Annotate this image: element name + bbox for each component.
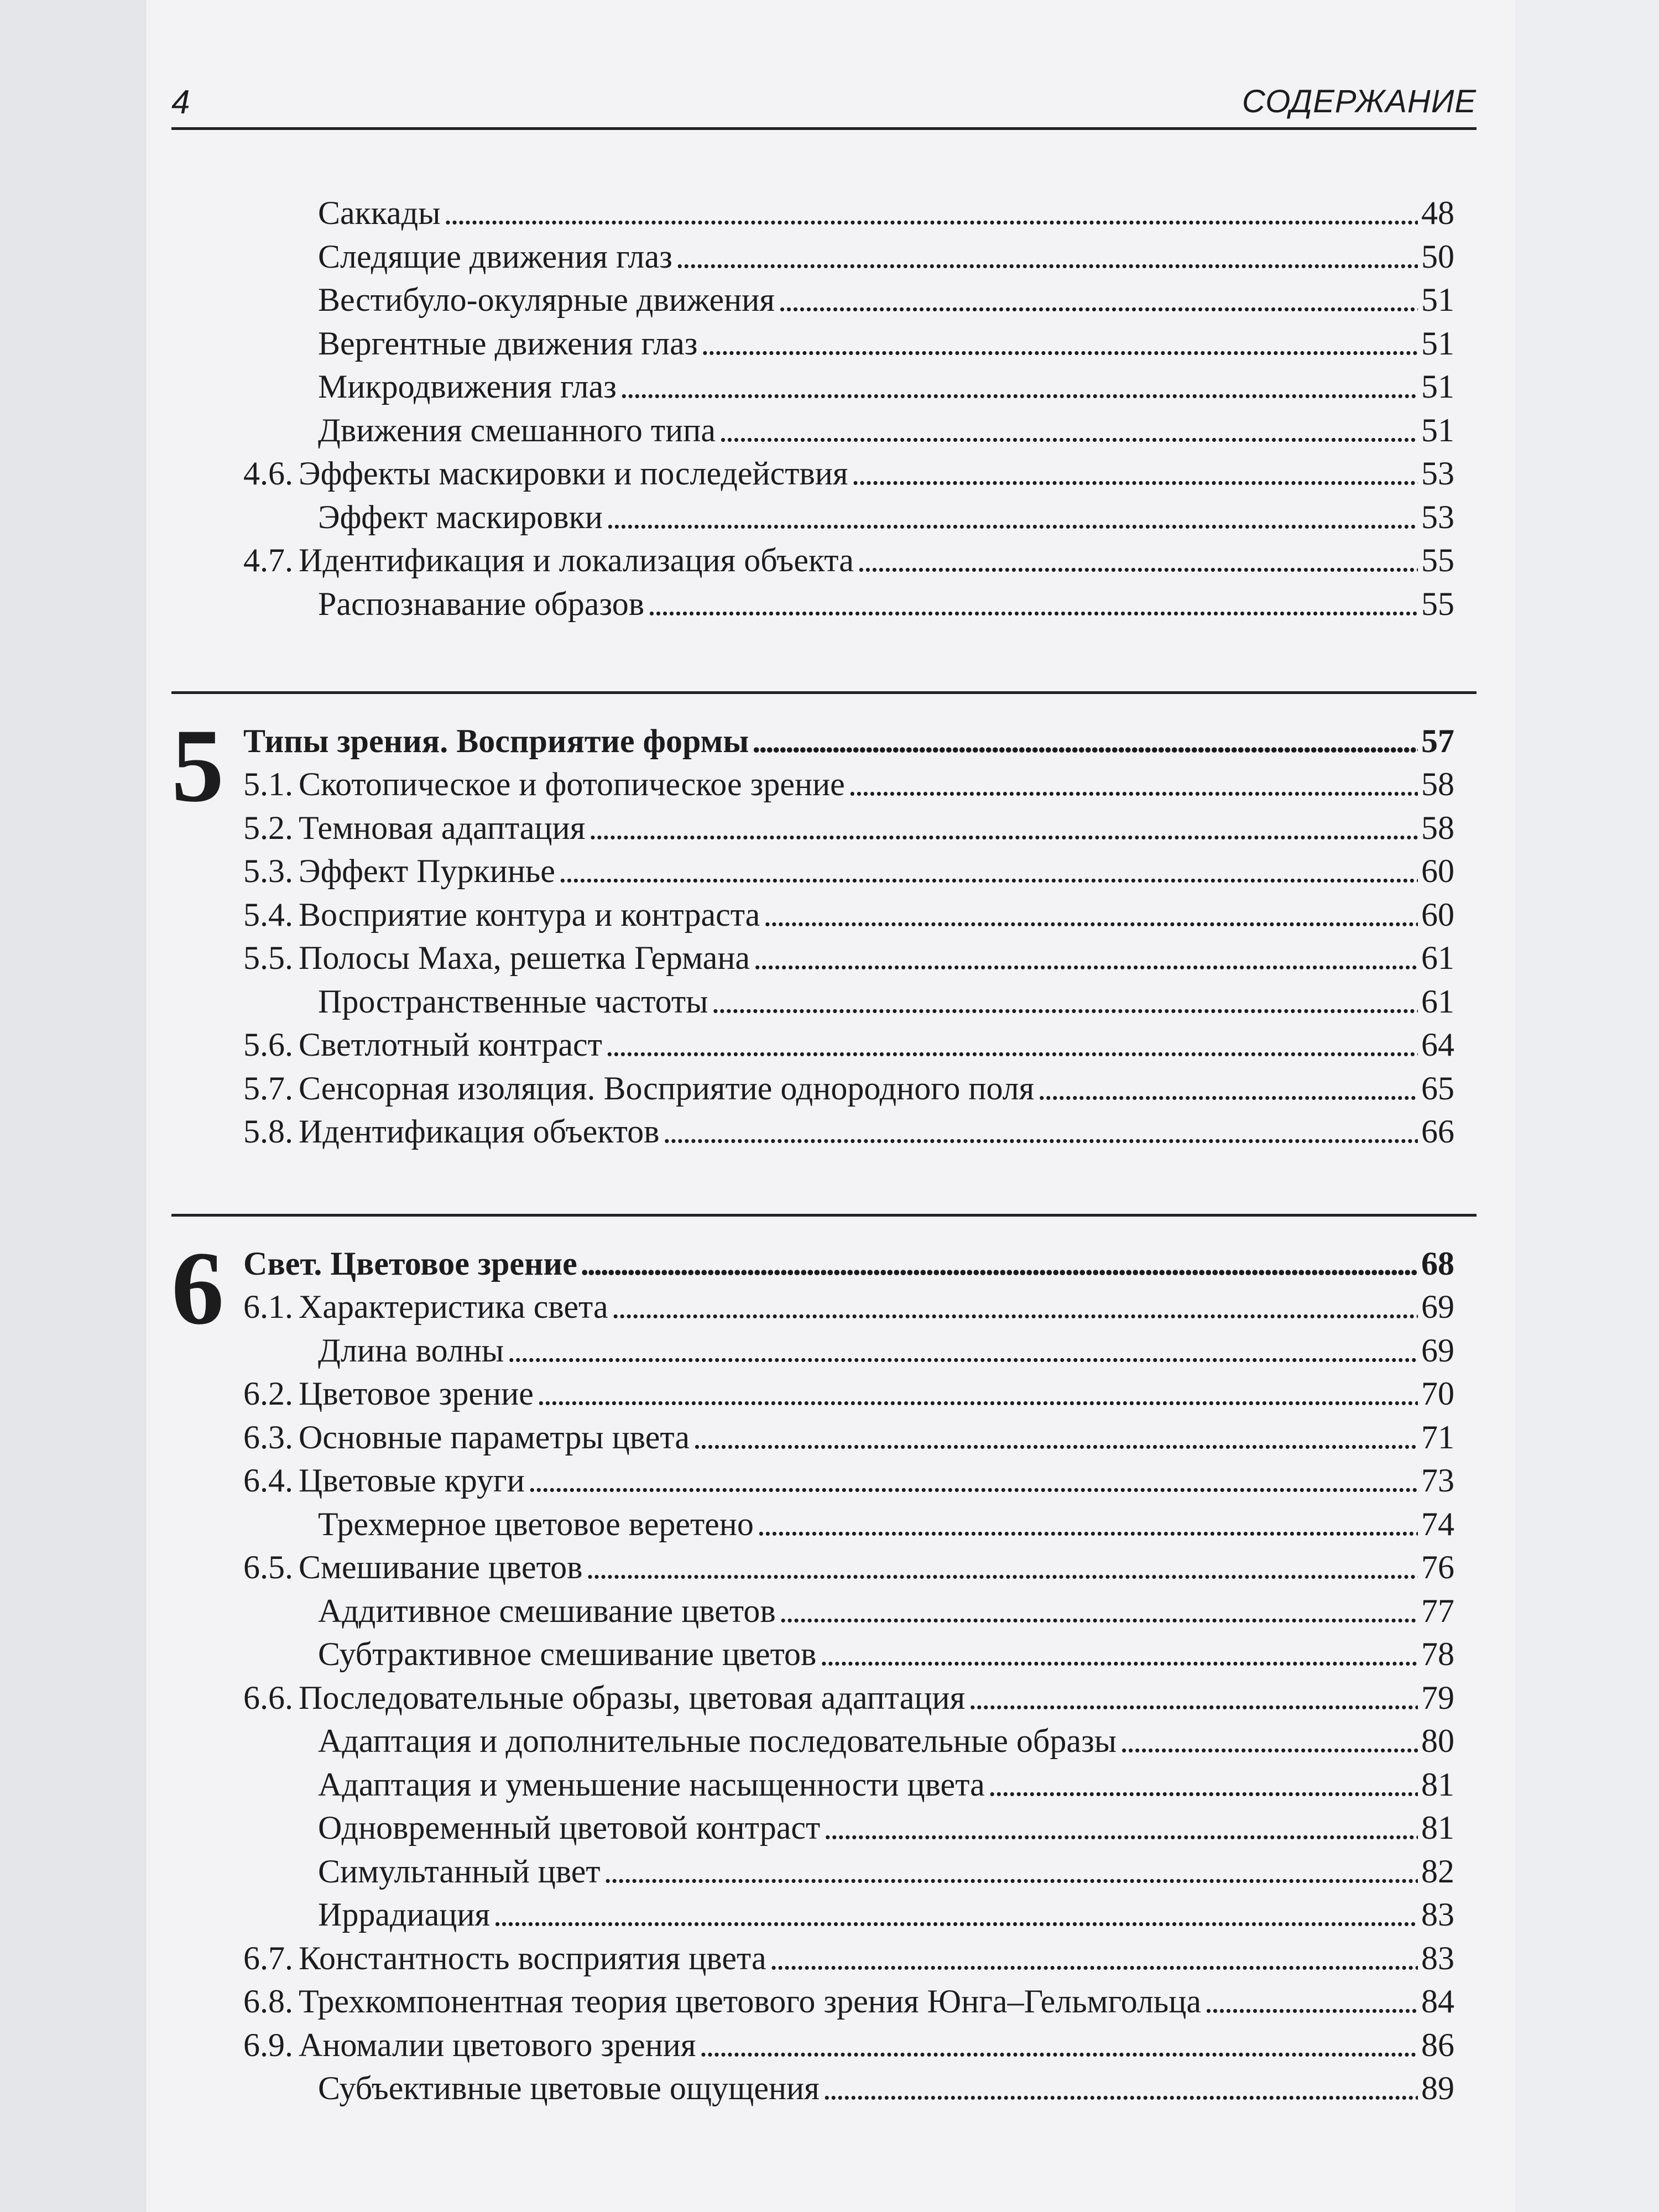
- toc-entry: [243, 2026, 1454, 2064]
- toc-entry-page: 51: [1421, 325, 1454, 362]
- toc-entry: [243, 808, 1454, 847]
- dot-leader: [719, 411, 1418, 450]
- toc-entry-title: Пространственные частоты: [318, 983, 708, 1020]
- toc-entry-number: 5.4.: [243, 896, 293, 933]
- page-number: 4: [171, 84, 190, 121]
- toc-entry-page: 48: [1421, 195, 1454, 231]
- toc-entry-title: Длина волны: [318, 1332, 504, 1369]
- dot-leader: [444, 194, 1418, 232]
- dot-leader: [648, 585, 1418, 623]
- toc-entry-title: Свет. Цветовое зрение: [243, 1245, 577, 1282]
- toc-entry-page: 51: [1421, 281, 1454, 318]
- toc-entry: [318, 411, 1454, 450]
- toc-entry-page: 78: [1421, 1636, 1454, 1672]
- toc-entry-number: 5.8.: [243, 1113, 293, 1150]
- toc-entry-page: 53: [1421, 498, 1454, 535]
- toc-entry-title: Идентификация объектов: [299, 1113, 660, 1150]
- toc-entry: [243, 1069, 1454, 1108]
- toc-entry: [243, 1548, 1454, 1587]
- toc-entry: [318, 1721, 1454, 1760]
- toc-entry-title: Эффект маскировки: [318, 498, 603, 535]
- dot-leader: [823, 2069, 1418, 2107]
- toc-entry-title: Темновая адаптация: [299, 809, 586, 846]
- toc-entry: [318, 1505, 1454, 1543]
- dot-leader: [988, 1765, 1418, 1804]
- toc-entry-number: 6.2.: [243, 1375, 293, 1412]
- dot-leader: [1120, 1721, 1418, 1760]
- toc-entry-title: Восприятие контура и контраста: [299, 896, 760, 933]
- toc-entry: [318, 194, 1454, 232]
- toc-entry: [318, 1592, 1454, 1630]
- toc-entry-number: 6.4.: [243, 1462, 293, 1499]
- toc-entry-page: 55: [1421, 542, 1454, 578]
- toc-entry-page: 76: [1421, 1549, 1454, 1585]
- toc-entry-number: 5.1.: [243, 766, 293, 802]
- toc-entry-page: 53: [1421, 455, 1454, 492]
- toc-entry-page: 77: [1421, 1592, 1454, 1629]
- toc-entry-number: 6.3.: [243, 1418, 293, 1455]
- toc-entry-page: 61: [1421, 940, 1454, 976]
- toc-entry-title: Аддитивное смешивание цветов: [318, 1592, 776, 1629]
- toc-entry-title: Трехмерное цветовое веретено: [318, 1505, 754, 1542]
- toc-entry: [318, 1852, 1454, 1891]
- toc-entry-page: 89: [1421, 2070, 1454, 2106]
- toc-entry-page: 86: [1421, 2026, 1454, 2063]
- toc-entry: [318, 498, 1454, 536]
- toc-entry-title: Характеристика света: [299, 1288, 608, 1325]
- chapter-divider: [171, 691, 1477, 694]
- chapter-title-6: [243, 1244, 1454, 1283]
- dot-leader: [778, 280, 1418, 319]
- toc-entry-number: 6.5.: [243, 1549, 293, 1585]
- toc-entry-number: 6.1.: [243, 1288, 293, 1325]
- toc-entry-page: 60: [1421, 896, 1454, 933]
- toc-entry-title: Идентификация и локализация объекта: [299, 542, 854, 578]
- toc-entry: [243, 895, 1454, 934]
- toc-entry: [243, 1025, 1454, 1064]
- running-title: СОДЕРЖАНИЕ: [1242, 84, 1477, 119]
- toc-entry-title: Адаптация и дополнительные последовательные образы: [318, 1723, 1117, 1759]
- toc-entry-page: 69: [1421, 1288, 1454, 1325]
- toc-entry: [318, 237, 1454, 276]
- toc-entry-number: 6.6.: [243, 1679, 293, 1716]
- dot-leader: [823, 1808, 1418, 1847]
- toc-entry-title: Типы зрения. Восприятие формы: [243, 723, 749, 759]
- toc-entry: [243, 1112, 1454, 1151]
- toc-entry: [243, 1287, 1454, 1326]
- dot-leader: [1204, 1982, 1418, 2021]
- chapter-number-5: 5: [171, 708, 224, 824]
- toc-entry-number: 4.6.: [243, 455, 293, 492]
- toc-entry-number: 5.3.: [243, 853, 293, 889]
- toc-entry: [243, 541, 1454, 580]
- dot-leader: [581, 1244, 1418, 1283]
- toc-entry-page: 60: [1421, 853, 1454, 889]
- dot-leader: [676, 237, 1418, 276]
- toc-entry-title: Распознавание образов: [318, 585, 645, 622]
- toc-entry-page: 84: [1421, 1983, 1454, 2020]
- toc-entry: [243, 852, 1454, 890]
- toc-entry-title: Основные параметры цвета: [299, 1418, 690, 1455]
- dot-leader: [701, 324, 1418, 363]
- toc-entry: [318, 1808, 1454, 1847]
- toc-entry-page: 50: [1421, 238, 1454, 275]
- toc-entry-page: 61: [1421, 983, 1454, 1020]
- toc-entry-title: Симультанный цвет: [318, 1853, 601, 1890]
- toc-entry-page: 66: [1421, 1113, 1454, 1150]
- toc-entry-page: 51: [1421, 411, 1454, 448]
- toc-entry-page: 73: [1421, 1462, 1454, 1499]
- dot-leader: [700, 2026, 1418, 2064]
- page-header: [171, 83, 1477, 130]
- dot-leader: [606, 1025, 1418, 1064]
- toc-entry-page: 51: [1421, 368, 1454, 405]
- toc-entry-title: Иррадиация: [318, 1896, 491, 1933]
- toc-entry-number: 6.9.: [243, 2026, 293, 2063]
- chapter-number-6: 6: [171, 1230, 224, 1347]
- toc-entry-title: Смешивание цветов: [299, 1549, 583, 1585]
- toc-entry-title: Микродвижения глаз: [318, 368, 617, 405]
- toc-entry-page: 58: [1421, 809, 1454, 846]
- toc-entry-title: Эффект Пуркинье: [299, 853, 555, 889]
- toc-entry-title: Вергентные движения глаз: [318, 325, 698, 362]
- toc-entry-title: Субъективные цветовые ощущения: [318, 2070, 820, 2106]
- dot-leader: [1037, 1069, 1418, 1108]
- toc-entry: [318, 280, 1454, 319]
- dot-leader: [586, 1548, 1418, 1587]
- toc-entry-title: Сенсорная изоляция. Восприятие однородного поля: [299, 1070, 1035, 1107]
- chapter-title-5: [243, 722, 1454, 760]
- toc-entry: [243, 1939, 1454, 1978]
- toc-entry-number: 5.2.: [243, 809, 293, 846]
- toc-entry-title: Адаптация и уменьшение насыщенности цвета: [318, 1766, 985, 1803]
- dot-leader: [606, 498, 1418, 536]
- toc-entry: [318, 1765, 1454, 1804]
- dot-leader: [857, 541, 1418, 580]
- toc-entry-page: 81: [1421, 1766, 1454, 1803]
- toc-entry-page: 55: [1421, 585, 1454, 622]
- toc-entry-title: Субтрактивное смешивание цветов: [318, 1636, 817, 1672]
- dot-leader: [528, 1461, 1418, 1500]
- dot-leader: [820, 1635, 1418, 1673]
- toc-entry: [318, 1331, 1454, 1370]
- toc-entry: [318, 324, 1454, 363]
- toc-entry-title: Трехкомпонентная теория цветового зрения Юнга–Гельмгольца: [299, 1983, 1201, 2020]
- dot-leader: [559, 852, 1418, 890]
- toc-entry-number: 4.7.: [243, 542, 293, 578]
- toc-entry-title: Следящие движения глаз: [318, 238, 672, 275]
- toc-entry-number: 6.8.: [243, 1983, 293, 2020]
- dot-leader: [752, 722, 1418, 760]
- toc-entry: [243, 1461, 1454, 1500]
- toc-entry-title: Аномалии цветового зрения: [299, 2026, 696, 2063]
- toc-entry: [318, 585, 1454, 623]
- toc-entry-page: 82: [1421, 1853, 1454, 1890]
- toc-entry: [243, 938, 1454, 977]
- toc-entry-page: 74: [1421, 1505, 1454, 1542]
- toc-entry-page: 58: [1421, 766, 1454, 802]
- toc-entry: [318, 982, 1454, 1021]
- dot-leader: [588, 808, 1418, 847]
- toc-entry-title: Цветовые круги: [299, 1462, 525, 1499]
- dot-leader: [763, 895, 1418, 934]
- toc-entry-page: 68: [1421, 1245, 1454, 1282]
- toc-entry-page: 81: [1421, 1809, 1454, 1846]
- toc-entry: [243, 1982, 1454, 2021]
- dot-leader: [612, 1287, 1418, 1326]
- toc-entry-number: 6.7.: [243, 1939, 293, 1976]
- toc-entry-title: Движения смешанного типа: [318, 411, 716, 448]
- toc-entry: [318, 1895, 1454, 1934]
- dot-leader: [753, 938, 1418, 977]
- dot-leader: [537, 1374, 1418, 1413]
- toc-entry-page: 83: [1421, 1896, 1454, 1933]
- toc-entry-page: 57: [1421, 723, 1454, 759]
- toc-entry-title: Одновременный цветовой контраст: [318, 1809, 821, 1846]
- toc-entry-title: Полосы Маха, решетка Германа: [299, 940, 750, 976]
- toc-entry: [318, 1635, 1454, 1673]
- dot-leader: [779, 1592, 1418, 1630]
- toc-entry-title: Светлотный контраст: [299, 1026, 602, 1063]
- toc-entry: [318, 2069, 1454, 2107]
- toc-entry-title: Цветовое зрение: [299, 1375, 534, 1412]
- toc-entry-page: 79: [1421, 1679, 1454, 1716]
- page-edge: [1515, 0, 1659, 2212]
- toc-entry-page: 69: [1421, 1332, 1454, 1369]
- dot-leader: [693, 1418, 1418, 1457]
- toc-entry-title: Последовательные образы, цветовая адаптация: [299, 1679, 966, 1716]
- toc-entry-page: 64: [1421, 1026, 1454, 1063]
- dot-leader: [662, 1112, 1418, 1151]
- toc-entry: [243, 1374, 1454, 1413]
- toc-entry-page: 71: [1421, 1418, 1454, 1455]
- chapter-divider: [171, 1214, 1477, 1217]
- toc-entry-number: 5.6.: [243, 1026, 293, 1063]
- toc-entry: [243, 1678, 1454, 1717]
- dot-leader: [604, 1852, 1418, 1891]
- toc-entry: [318, 367, 1454, 406]
- dot-leader: [852, 454, 1418, 493]
- toc-entry-title: Саккады: [318, 195, 441, 231]
- toc-entry-number: 5.5.: [243, 940, 293, 976]
- toc-entry-title: Скотопическое и фотопическое зрение: [299, 766, 845, 802]
- dot-leader: [711, 982, 1418, 1021]
- toc-entry-title: Эффекты маскировки и последействия: [299, 455, 848, 492]
- dot-leader: [507, 1331, 1418, 1370]
- toc-entry-title: Константность восприятия цвета: [299, 1939, 766, 1976]
- dot-leader: [848, 765, 1418, 804]
- toc-entry-page: 83: [1421, 1939, 1454, 1976]
- toc-entry-page: 70: [1421, 1375, 1454, 1412]
- dot-leader: [770, 1939, 1418, 1978]
- dot-leader: [620, 367, 1418, 406]
- toc-entry: [243, 454, 1454, 493]
- dot-leader: [757, 1505, 1418, 1543]
- toc-entry-page: 80: [1421, 1723, 1454, 1759]
- dot-leader: [968, 1678, 1418, 1717]
- dot-leader: [493, 1895, 1418, 1934]
- toc-entry-page: 65: [1421, 1070, 1454, 1107]
- toc-entry-title: Вестибуло-окулярные движения: [318, 281, 775, 318]
- toc-entry-number: 5.7.: [243, 1070, 293, 1107]
- toc-entry: [243, 765, 1454, 804]
- toc-entry: [243, 1418, 1454, 1457]
